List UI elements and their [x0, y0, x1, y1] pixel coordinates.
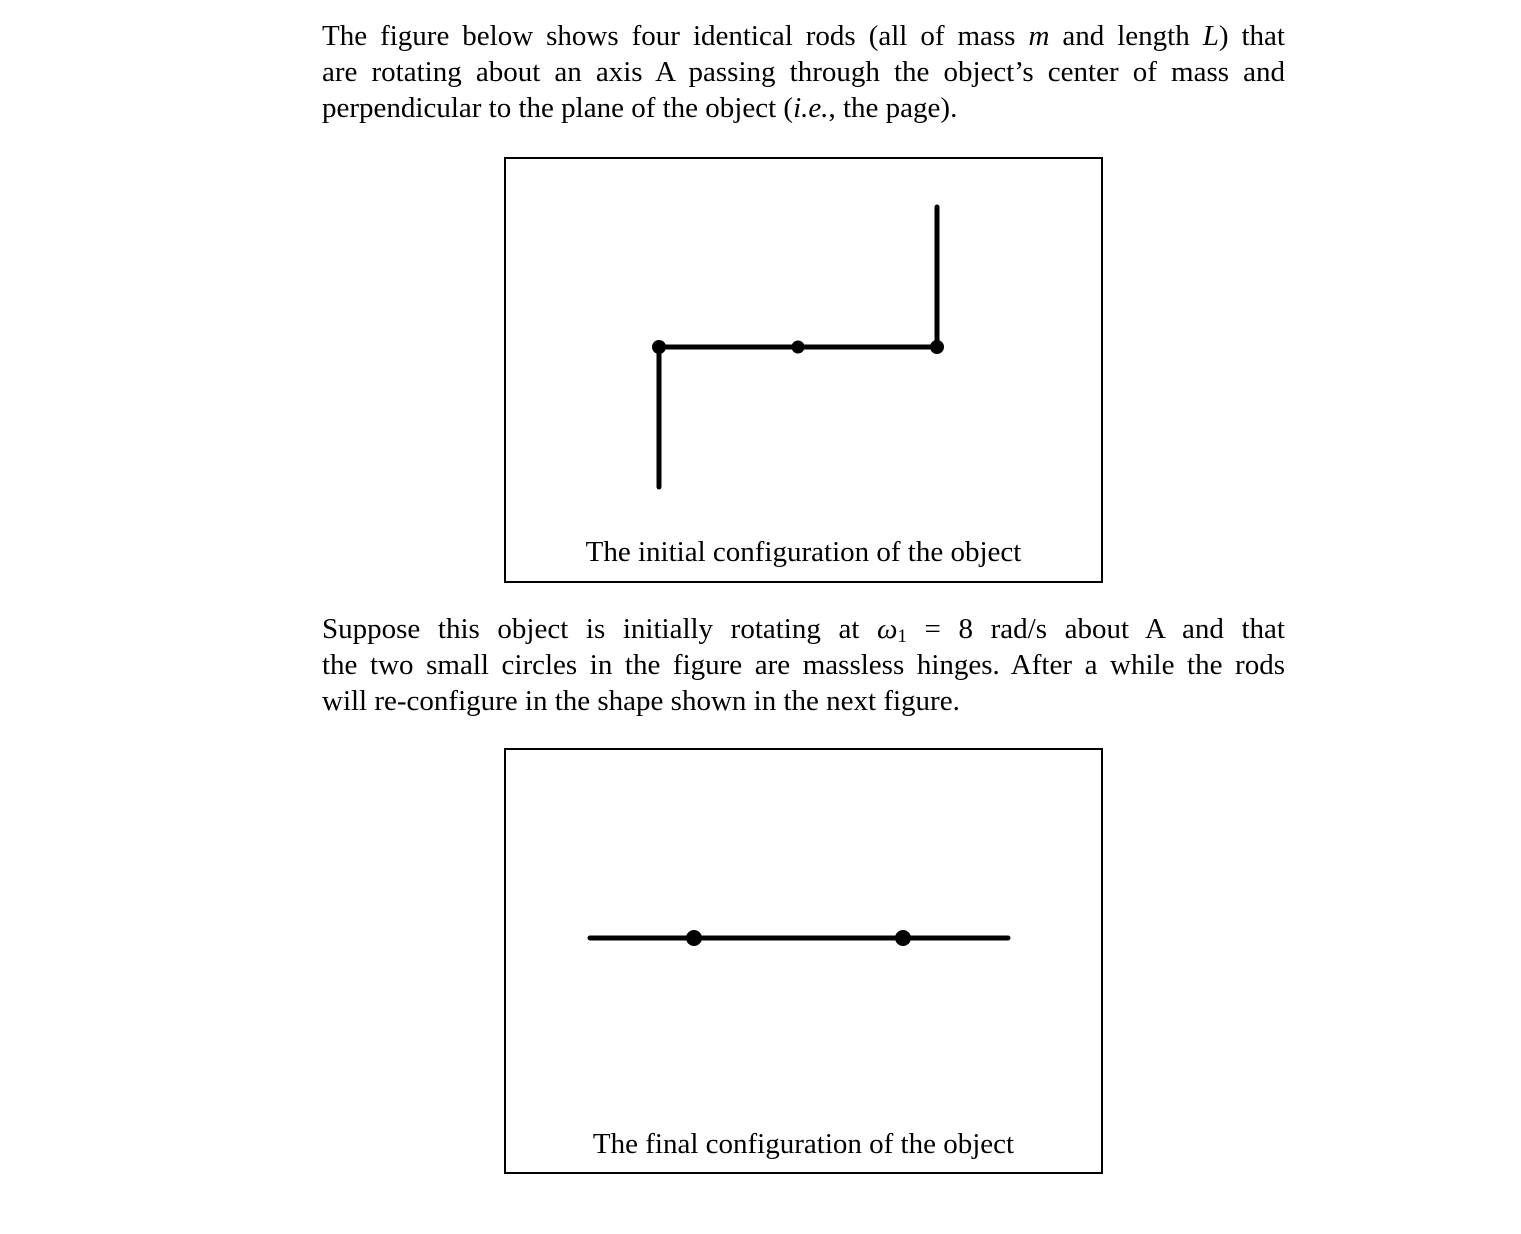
- subscript: 1: [897, 625, 907, 647]
- joint: [792, 341, 805, 354]
- ie-abbrev: i.e.: [793, 92, 829, 124]
- hinge: [895, 930, 911, 946]
- text: and length: [1049, 20, 1203, 52]
- mass-symbol: m: [1028, 20, 1050, 52]
- paragraph2-line1: [322, 611, 1285, 647]
- figure2-frame: [505, 749, 1102, 1173]
- paragraph2-line2: the two small circles in the figure are massless hinges. After a while the rods: [322, 649, 1285, 681]
- text: The figure below shows four identical rods (all of mass: [322, 20, 1029, 52]
- hinge: [652, 340, 666, 354]
- text: = 8 rad/s about A and that: [906, 613, 1285, 645]
- text: ) that: [1218, 20, 1285, 52]
- text: Suppose this object is initially rotating at: [322, 613, 878, 645]
- figure2-caption: The final configuration of the object: [592, 1128, 1015, 1160]
- figure1-caption: The initial configuration of the object: [585, 536, 1022, 568]
- hinge: [686, 930, 702, 946]
- omega-symbol: ω: [877, 613, 898, 645]
- hinge: [930, 340, 944, 354]
- length-symbol: L: [1202, 20, 1219, 52]
- paragraph2-line3: will re-configure in the shape shown in the next figure.: [322, 685, 960, 717]
- text: , the page).: [828, 92, 958, 124]
- text: perpendicular to the plane of the object (: [322, 92, 794, 124]
- paragraph1-line2: are rotating about an axis A passing through the object’s center of mass and: [322, 56, 1285, 88]
- figure1-frame: [505, 158, 1102, 582]
